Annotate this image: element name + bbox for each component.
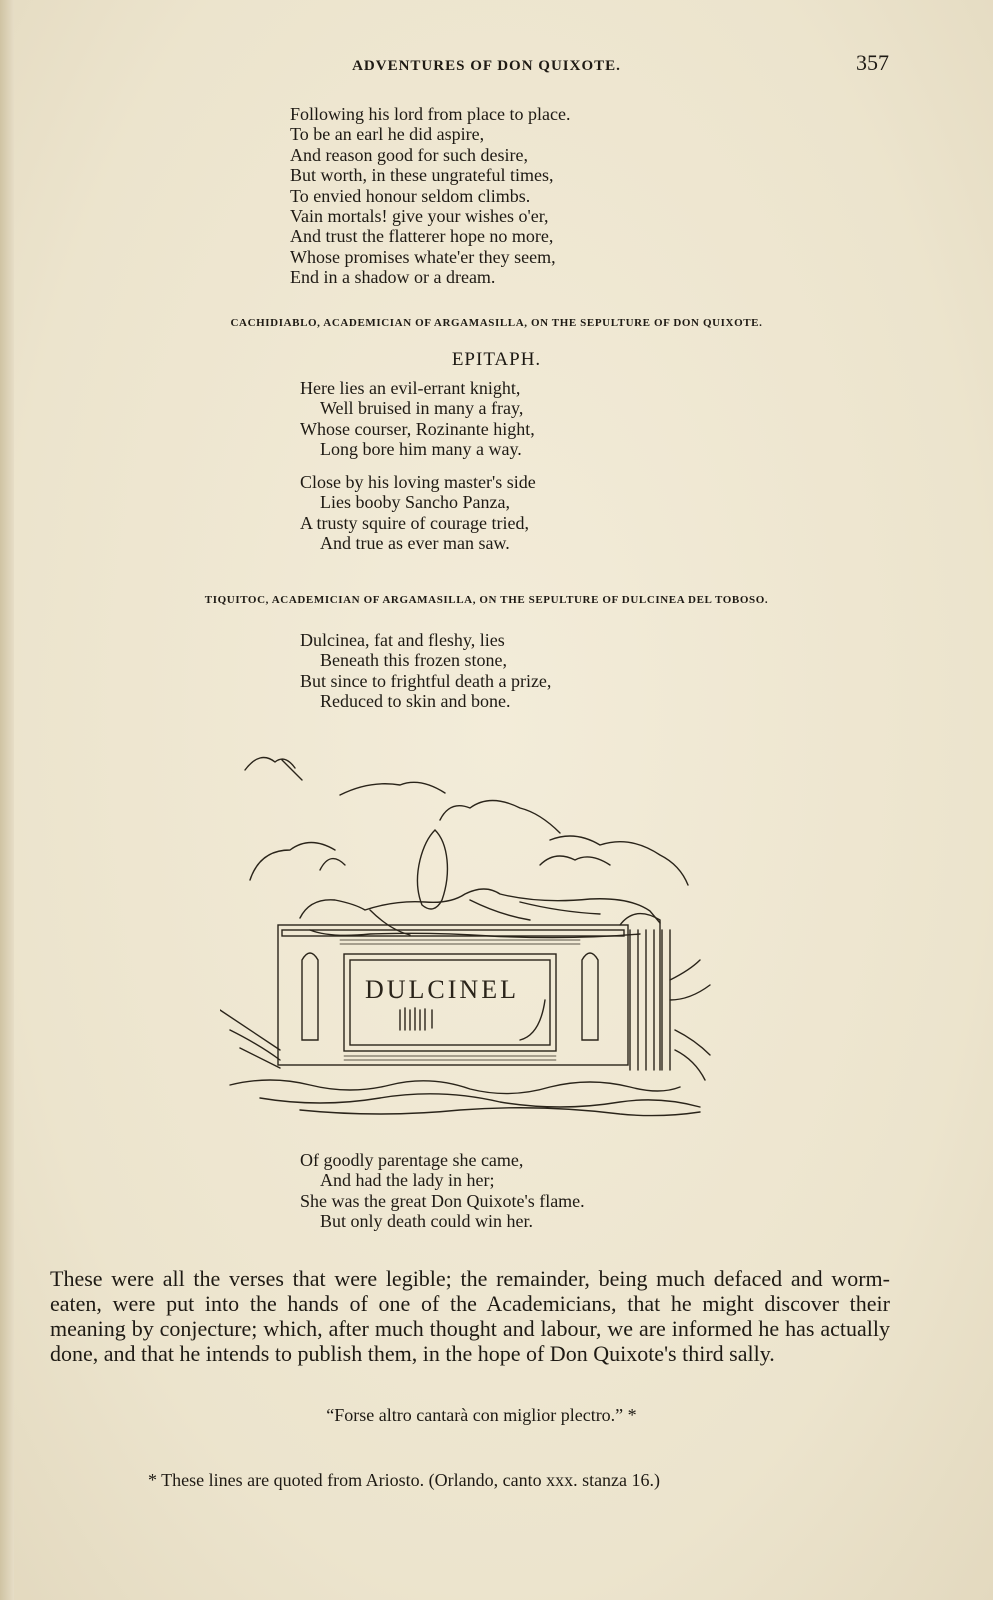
verse-line: Whose courser, Rozinante hight, — [300, 418, 535, 439]
footnote: * These lines are quoted from Ariosto. (Orlando, canto xxx. stanza 16.) — [148, 1470, 661, 1490]
verse-line: To envied honour seldom climbs. — [290, 185, 531, 206]
verse-dulcinea-stanza-1 — [300, 630, 551, 712]
verse-line: End in a shadow or a dream. — [290, 267, 496, 288]
verse-line: To be an earl he did aspire, — [290, 124, 485, 145]
verse-line: Close by his loving master's side — [300, 472, 536, 492]
verse-epitaph-stanza-1 — [300, 378, 535, 460]
verse-line: And trust the flatterer hope no more, — [290, 226, 554, 247]
verse-epitaph-stanza-2 — [300, 472, 536, 554]
verse-line: Here lies an evil-errant knight, — [300, 378, 521, 398]
verse-line: Vain mortals! give your wishes o'er, — [290, 206, 549, 227]
verse-top — [290, 104, 570, 288]
tomb-inscription: DULCINEL — [365, 975, 519, 1004]
verse-line: And had the lady in her; — [320, 1170, 495, 1191]
verse-line: Beneath this frozen stone, — [320, 650, 507, 671]
verse-dulcinea-stanza-2 — [300, 1150, 585, 1232]
verse-line: Reduced to skin and bone. — [320, 691, 511, 712]
page-number: 357 — [856, 50, 889, 75]
verse-line: Well bruised in many a fray, — [320, 398, 524, 419]
verse-line: And reason good for such desire, — [290, 144, 528, 165]
verse-line: And true as ever man saw. — [320, 533, 510, 554]
section-heading-tiquitoc: TIQUITOC, ACADEMICIAN OF ARGAMASILLA, ON THE SEPULTURE OF DULCINEA DEL TOBOSO. — [204, 594, 769, 606]
verse-line: Of goodly parentage she came, — [300, 1150, 524, 1170]
section-heading-cachidiablo: CACHIDIABLO, ACADEMICIAN OF ARGAMASILLA, ON THE SEPULTURE OF DON QUIXOTE. — [230, 317, 763, 329]
verse-line: But since to frightful death a prize, — [300, 670, 552, 691]
verse-line: She was the great Don Quixote's flame. — [300, 1190, 585, 1211]
verse-line: Long bore him many a way. — [320, 439, 522, 460]
verse-line: But only death could win her. — [320, 1211, 533, 1232]
latin-quote: “Forse altro cantarà con miglior plectro.” * — [326, 1405, 637, 1425]
tomb-illustration — [220, 730, 740, 1150]
verse-line: Whose promises whate'er they seem, — [290, 246, 556, 267]
verse-line: Dulcinea, fat and fleshy, lies — [300, 630, 505, 650]
body-paragraph: These were all the verses that were legible; the remainder, being much defaced and worm-eaten, were put into the hands of one of the Academicians, that he might discover their meaning by conjecture; which, after much thought and labour, we are informed he has actually done, and that he intends to publish them, in the hope of Don Quixote's third sally. — [50, 1266, 890, 1366]
running-head: ADVENTURES OF DON QUIXOTE. — [352, 58, 621, 74]
verse-line: Following his lord from place to place. — [290, 104, 571, 124]
verse-line: Lies booby Sancho Panza, — [320, 492, 510, 513]
verse-line: But worth, in these ungrateful times, — [290, 165, 554, 186]
page-edge — [0, 0, 14, 1600]
epitaph-title: EPITAPH. — [451, 349, 542, 370]
verse-line: A trusty squire of courage tried, — [300, 512, 529, 533]
